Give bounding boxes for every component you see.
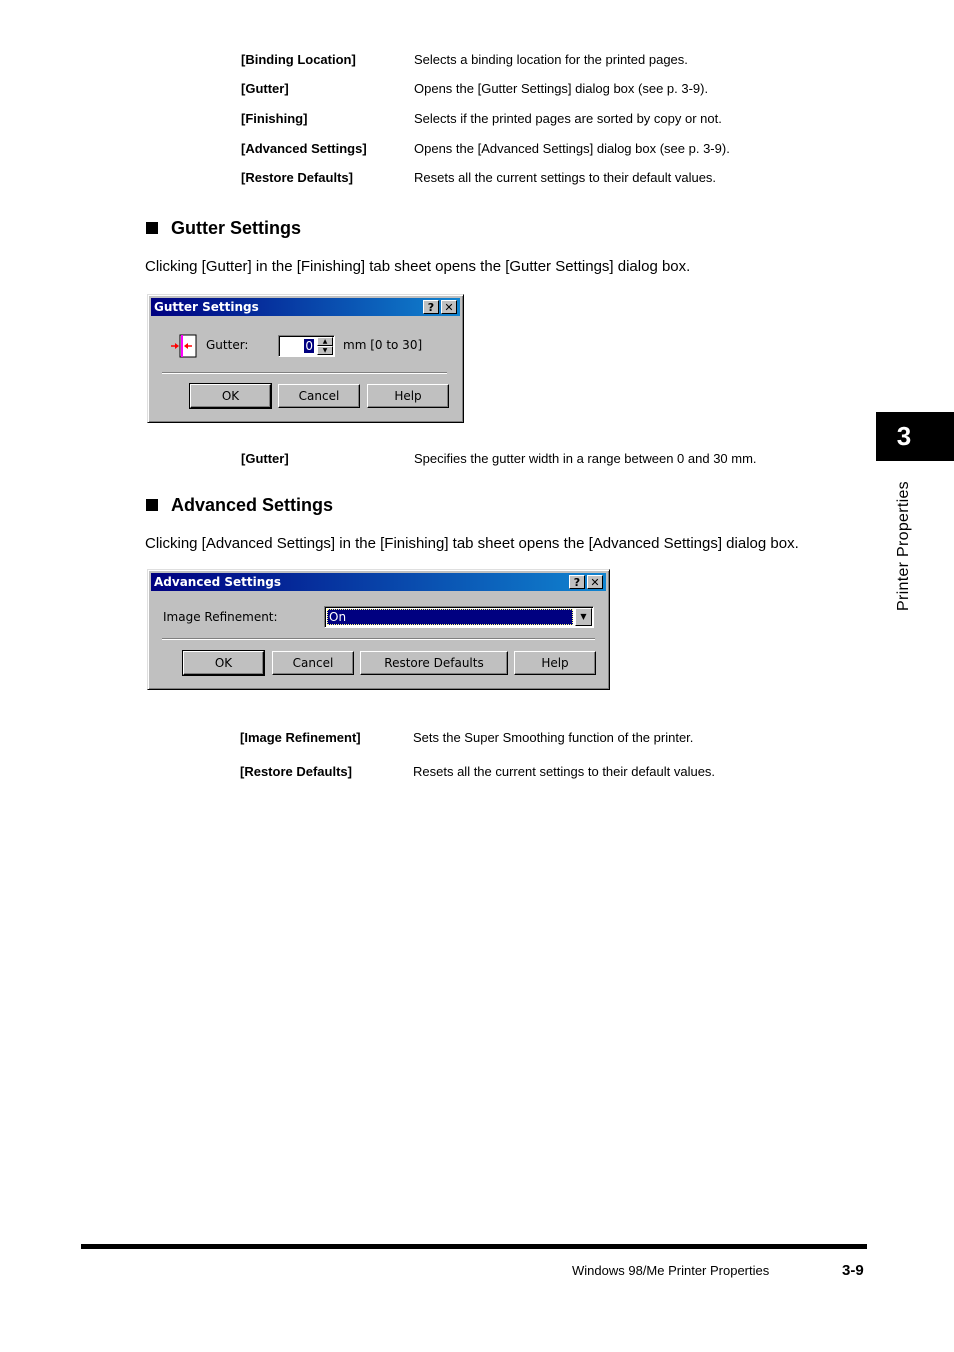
close-button[interactable]: ✕ (441, 300, 457, 314)
selected-option: On (327, 609, 573, 625)
stepper-down-icon[interactable]: ▼ (317, 346, 333, 355)
gutter-value: 0 (305, 339, 313, 353)
term: [Gutter] (241, 451, 289, 466)
advanced-settings-dialog (147, 569, 610, 690)
chapter-tab: 3 (876, 412, 954, 461)
gutter-stepper[interactable] (317, 337, 333, 355)
divider (162, 372, 447, 374)
section-bullet (146, 499, 158, 511)
description: Resets all the current settings to their default values. (414, 170, 717, 185)
description: Sets the Super Smoothing function of the printer. (413, 730, 694, 745)
section-intro-gutter: Clicking [Gutter] in the [Finishing] tab sheet opens the [Gutter Settings] dialog box. (145, 258, 691, 275)
term: [Restore Defaults] (241, 170, 353, 185)
dialog-title-bar (151, 298, 460, 316)
chapter-label: Printer Properties (895, 481, 912, 611)
footer-rule (81, 1244, 867, 1249)
dialog-title-bar (151, 573, 606, 591)
description: Resets all the current settings to their default values. (413, 764, 716, 779)
chevron-down-icon[interactable]: ▼ (575, 608, 592, 626)
restore-defaults-button[interactable]: Restore Defaults (360, 651, 508, 675)
section-bullet (146, 222, 158, 234)
dialog-title: Advanced Settings (154, 575, 282, 589)
gutter-input[interactable] (278, 335, 335, 357)
stepper-up-icon[interactable]: ▲ (317, 337, 333, 346)
help-button[interactable]: Help (514, 651, 596, 675)
description: Selects a binding location for the printed pages. (414, 52, 688, 67)
cancel-button[interactable]: Cancel (278, 384, 360, 408)
image-refinement-select[interactable] (324, 606, 594, 628)
term: [Gutter] (241, 81, 289, 96)
term: [Binding Location] (241, 52, 356, 67)
term: [Restore Defaults] (240, 764, 352, 779)
image-refinement-label: Image Refinement: (163, 610, 278, 624)
gutter-label: Gutter: (206, 338, 249, 352)
term: [Advanced Settings] (241, 141, 367, 156)
page-number: 3-9 (842, 1262, 864, 1279)
description: Selects if the printed pages are sorted by copy or not. (414, 111, 722, 126)
description: Opens the [Advanced Settings] dialog box (see p. 3-9). (414, 141, 730, 156)
term: [Finishing] (241, 111, 308, 126)
gutter-icon (170, 333, 202, 359)
close-button[interactable]: ✕ (587, 575, 603, 589)
gutter-settings-dialog (147, 294, 464, 423)
description: Opens the [Gutter Settings] dialog box (see p. 3-9). (414, 81, 709, 96)
divider (162, 638, 595, 640)
dialog-title: Gutter Settings (154, 300, 259, 314)
ok-button[interactable]: OK (183, 651, 264, 675)
description: Specifies the gutter width in a range between 0 and 30 mm. (414, 451, 757, 466)
term: [Image Refinement] (240, 730, 361, 745)
section-heading-advanced: Advanced Settings (171, 495, 334, 515)
help-title-button[interactable]: ? (569, 575, 585, 589)
cancel-button[interactable]: Cancel (272, 651, 354, 675)
section-intro-advanced: Clicking [Advanced Settings] in the [Finishing] tab sheet opens the [Advanced Settings] dialog box. (145, 535, 799, 552)
section-heading-gutter: Gutter Settings (171, 218, 302, 238)
ok-button[interactable]: OK (190, 384, 271, 408)
range-text: mm [0 to 30] (343, 338, 423, 352)
footer-title: Windows 98/Me Printer Properties (572, 1263, 770, 1278)
help-title-button[interactable]: ? (423, 300, 439, 314)
help-button[interactable]: Help (367, 384, 449, 408)
